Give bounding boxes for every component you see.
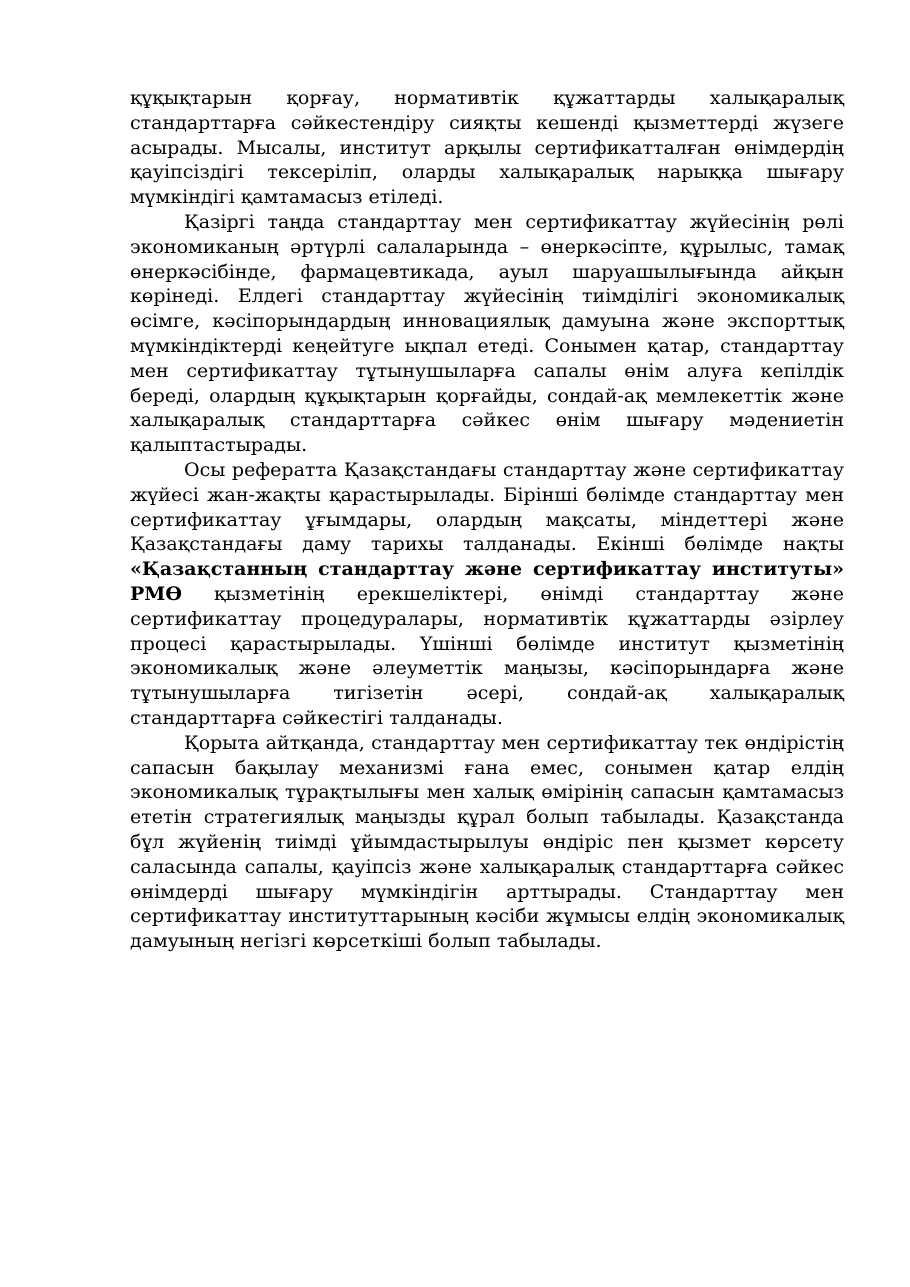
paragraph-3-text-before: Осы рефератта Қазақстандағы стандарттау және сертификаттау жүйесі жан-жақты қарастырылады. Бірінші бөлімде стандарттау мен сертификаттау ұғымдары, олардың мақсаты, міндеттері және Қазақстандағы даму тарихы талданады. Екінші бөлімде нақты — [130, 458, 844, 556]
document-page — [130, 86, 844, 954]
paragraph-1: құқықтарын қорғау, нормативтік құжаттарды халықаралық стандарттарға сәйкестендіру сияқты кешенді қызметтерді жүзеге асырады. Мысалы, институт арқылы сертификатталған өнімдердің қауіпсіздігі тексеріліп, оларды халықаралық нарыққа шығару мүмкіндігі қамтамасыз етіледі. — [130, 87, 844, 209]
paragraph-3-text-after: қызметінің ерекшеліктері, өнімді стандарттау және сертификаттау процедуралары, нормативтік құжаттарды әзірлеу процесі қарастырылады. Үшінші бөлімде институт қызметінің экономикалық және әлеуметтік маңызы, кәсіпорындарға және тұтынушыларға тигізетін әсері, сондай-ақ халықаралық стандарттарға сәйкестігі талданады. — [130, 582, 844, 729]
paragraph-3 — [130, 458, 844, 731]
institute-name-bold: «Қазақстанның стандарттау және сертификаттау институты» РМӨ — [130, 558, 844, 605]
paragraph-2: Қазіргі таңда стандарттау мен сертификаттау жүйесінің рөлі экономиканың әртүрлі салаларында – өнеркәсіпте, құрылыс, тамақ өнеркәсібінде, фармацевтикада, ауыл шаруашылығында айқын көрінеді. Елдегі стандарттау жүйесінің тиімділігі экономикалық өсімге, кәсіпорындардың инновациялық дамуына және экспорттық мүмкіндіктерді кеңейтуге ықпал етеді. Сонымен қатар, стандарттау мен сертификаттау тұтынушыларға сапалы өнім алуға кепілдік береді, олардың құқықтарын қорғайды, сондай-ақ мемлекеттік және халықаралық стандарттарға сәйкес өнім шығару мәдениетін қалыптастырады. — [130, 210, 844, 457]
paragraph-4: Қорыта айтқанда, стандарттау мен сертификаттау тек өндірістің сапасын бақылау механизмі ғана емес, сонымен қатар елдің экономикалық тұрақтылығы мен халық өмірінің сапасын қамтамасыз ететін стратегиялық маңызды құрал болып табылады. Қазақстанда бұл жүйенің тиімді ұйымдастырылуы өндіріс пен қызмет көрсету саласында сапалы, қауіпсіз және халықаралық стандарттарға сәйкес өнімдерді шығару мүмкіндігін арттырады. Стандарттау мен сертификаттау институттарының кәсіби жұмысы елдің экономикалық дамуының негізгі көрсеткіші болып табылады. — [130, 731, 844, 953]
